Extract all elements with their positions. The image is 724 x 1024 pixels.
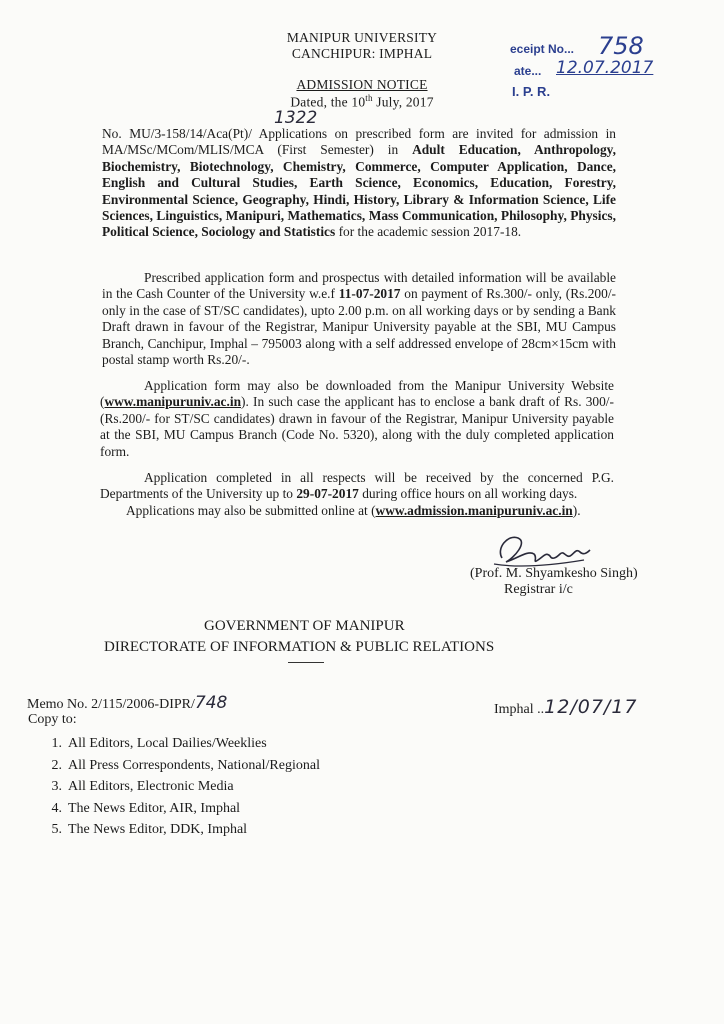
recipient-text: All Editors, Local Dailies/Weeklies [68, 736, 267, 751]
office-code: I. P. R. [512, 84, 551, 99]
signatory-name: (Prof. M. Shyamkesho Singh) [470, 566, 638, 581]
memo-handwritten-number: 748 [194, 693, 228, 713]
list-item: 3. All Editors, Electronic Media [51, 779, 234, 794]
download-paragraph [100, 378, 614, 460]
availability-date: 11-07-2017 [338, 286, 401, 302]
paragraph4-text-a: Application completed in all respects will be received by the concerned P.G. Departments of the University up to [100, 470, 614, 502]
government-title: GOVERNMENT OF MANIPUR [204, 618, 405, 634]
receipt-stamp [510, 32, 680, 106]
paragraph3-text-b: ). In such case the applicant has to enclose a bank draft of Rs. 300/- (Rs.200/- for ST/SC candidates) drawn in favour of the Registrar, Manipur University payable at the SBI, MU Campus Branch (Code No. 5320), along with the duly completed application form. [100, 394, 614, 459]
paragraph2-text-b: on payment of Rs.300/- only, (Rs.200/- only in the case of ST/SC candidates), upto 2.00 p.m. on all working days or by sending a Bank Draft drawn in favour of the Registrar, Manipur University payable at the SBI, MU Campus Branch, Canchipur, Imphal – 795003 along with a self addressed envelope of 28cm×15cm with postal stamp worth Rs.20/-. [102, 286, 617, 368]
paragraph4-text-c: Applications may also be submitted online at ( [126, 503, 376, 518]
submission-deadline: 29-07-2017 [296, 486, 359, 502]
recipient-text: The News Editor, AIR, Imphal [68, 800, 241, 816]
admission-paragraph [102, 126, 616, 241]
admission-website-link[interactable]: www.admission.manipuruniv.ac.in [375, 503, 573, 518]
notice-date-prefix: Dated, the 10 [290, 94, 366, 110]
paragraph3-text-a: Application form may also be downloaded from the Manipur University Website ( [100, 378, 614, 410]
receipt-date-label: ate... [514, 64, 542, 78]
receipt-number: 758 [598, 32, 644, 60]
recipient-text: All Editors, Electronic Media [68, 779, 234, 794]
notice-title-text: ADMISSION NOTICE [296, 77, 428, 92]
list-item: 1. All Editors, Local Dailies/Weeklies [51, 736, 267, 751]
receipt-label: eceipt No... [510, 42, 575, 56]
list-item: 4. The News Editor, AIR, Imphal [51, 800, 241, 816]
submission-paragraph [100, 470, 614, 503]
paragraph4-text-d: ). [572, 503, 581, 518]
paragraph1-outro: for the academic session 2017-18. [335, 224, 522, 240]
list-item: 2. All Press Correspondents, National/Regional [51, 757, 320, 773]
receipt-date: 12.07.2017 [556, 58, 654, 78]
directorate-title: DIRECTORATE OF INFORMATION & PUBLIC RELATIONS [104, 639, 495, 655]
memo-place-date [494, 696, 638, 718]
memo-number: Memo No. 2/115/2006-DIPR/ [27, 697, 195, 712]
recipient-text: The News Editor, DDK, Imphal [68, 822, 248, 837]
memo-place: Imphal .. [494, 702, 545, 717]
paragraph1-intro: Applications on prescribed form are invited for admission in MA/MSc/MCom/MLIS/MCA (First Semester) in [102, 126, 616, 158]
copy-to-label: Copy to: [28, 712, 77, 727]
signatory-title: Registrar i/c [504, 582, 573, 597]
reference-number: No. MU/3-158/14/Aca(Pt)/ [102, 126, 252, 141]
notice-date-suffix: July, 2017 [372, 94, 434, 110]
handwritten-file-number: 1322 [274, 108, 318, 128]
paragraph2-text-a: Prescribed application form and prospectus with detailed information will be available in the Cash Counter of the University w.e.f [102, 270, 616, 302]
memo-line [27, 693, 227, 713]
paragraph4-text-b: during office hours on all working days. [358, 486, 578, 502]
recipient-text: All Press Correspondents, National/Regional [68, 757, 320, 773]
recipient-list [40, 736, 320, 844]
divider [288, 662, 324, 663]
notice-date-sup: th [365, 93, 373, 103]
memo-date: 12/07/17 [544, 696, 638, 718]
online-submission-line [126, 503, 626, 519]
list-item: 5. The News Editor, DDK, Imphal [51, 822, 248, 837]
subjects-list: Adult Education, Anthropology, Biochemistry, Biotechnology, Chemistry, Commerce, Computer Application, Dance, English and Cultural Studies, Earth Science, Economics, Education, Forestry, Environmental Science, Geography, Hindi, History, Library & Information Science, Life Sciences, Linguistics, Manipuri, Mathematics, Mass Communication, Philosophy, Physics, Political Science, Sociology and Statistics [102, 142, 616, 240]
form-availability-paragraph [102, 270, 616, 368]
university-location: CANCHIPUR: IMPHAL [291, 46, 433, 61]
university-website-link[interactable]: www.manipuruniv.ac.in [104, 394, 242, 410]
university-name: MANIPUR UNIVERSITY [286, 30, 438, 45]
